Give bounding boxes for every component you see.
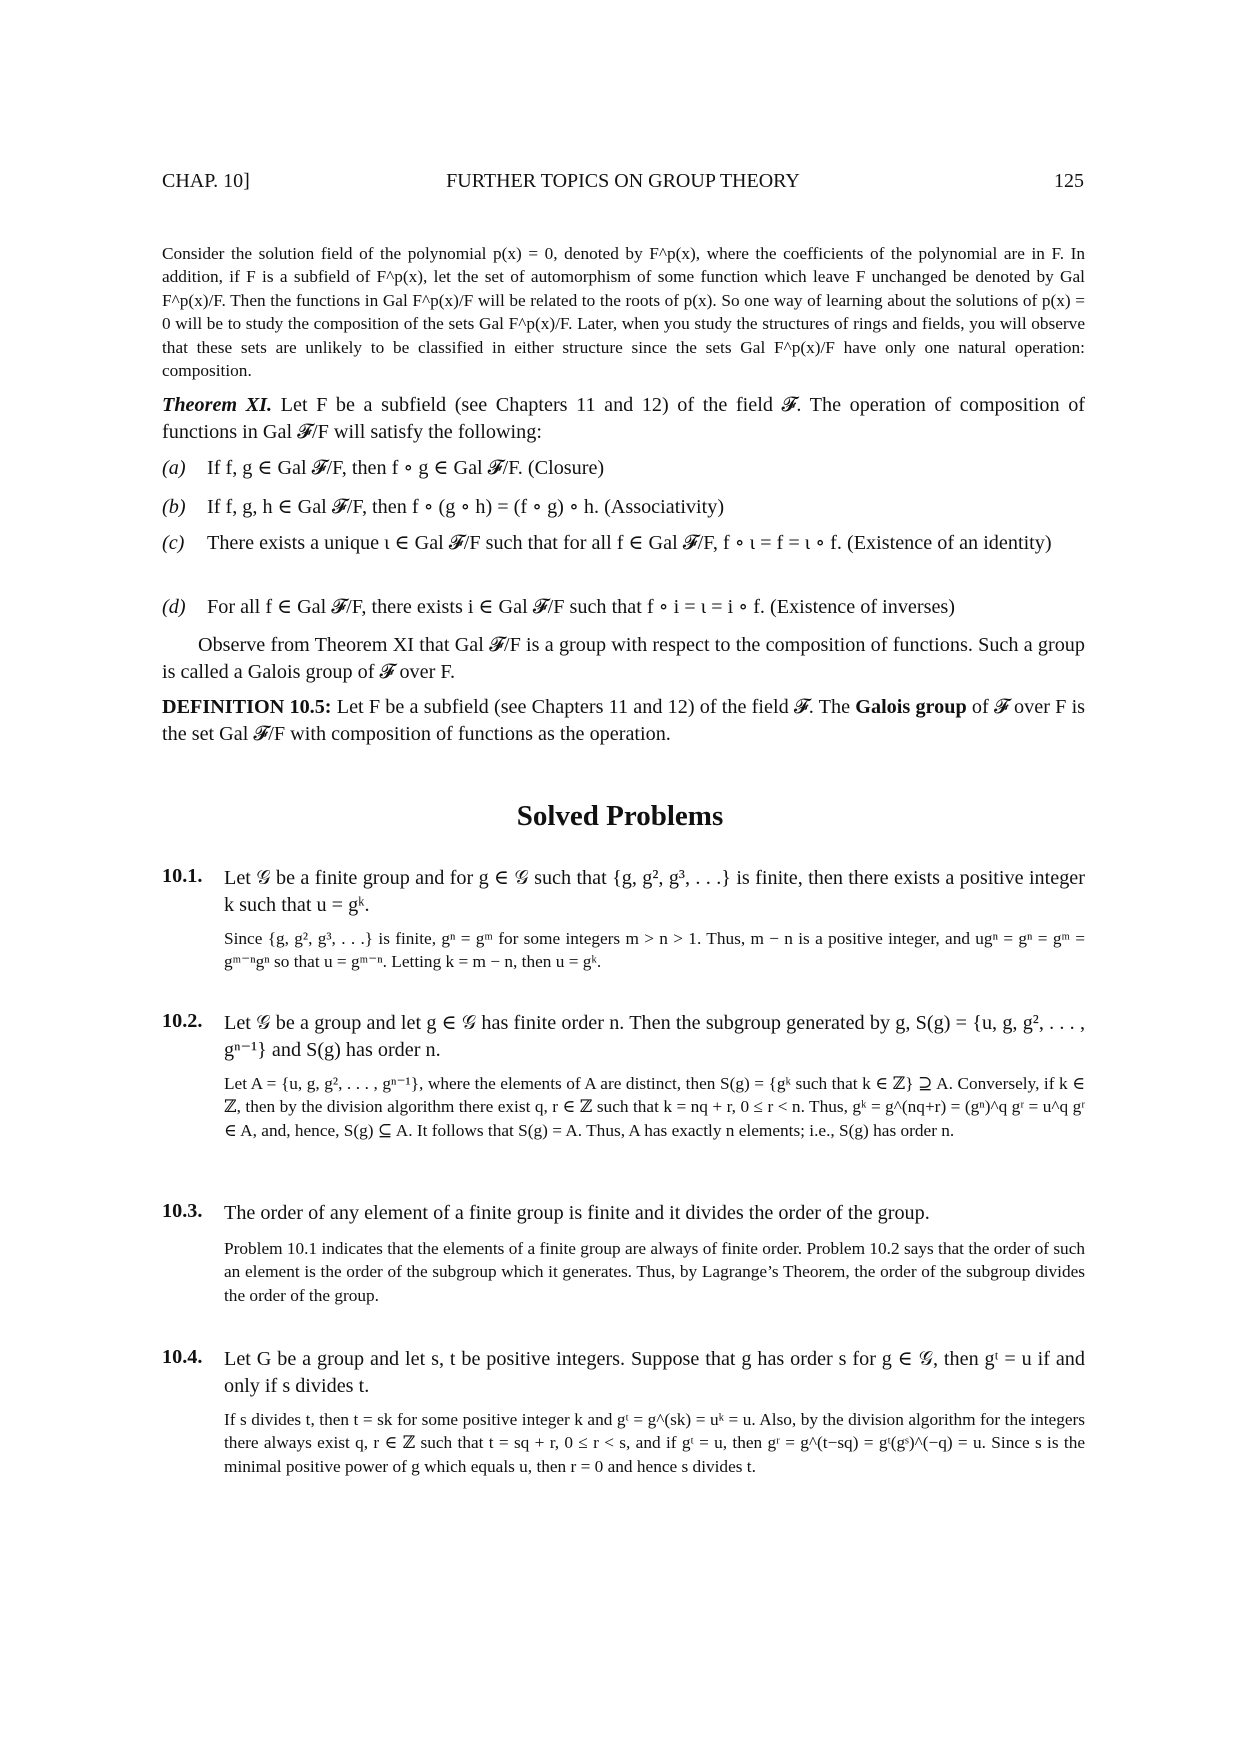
chapter-label: CHAP. 10]	[162, 170, 250, 192]
running-title: FURTHER TOPICS ON GROUP THEORY	[446, 170, 800, 192]
problem-statement: Let 𝒢 be a finite group and for g ∈ 𝒢 such that {g, g², g³, . . .} is finite, then there exists a positive integer k such that u = gᵏ.	[224, 867, 1085, 916]
theorem-label: Theorem XI.	[162, 394, 273, 416]
problem-number: 10.2.	[162, 1010, 203, 1032]
theorem-observation: Observe from Theorem XI that Gal 𝓕/F is a group with respect to the composition of functions. Such a group is called a Galois group of 𝓕 over F.	[162, 634, 1085, 683]
page-number: 125	[1054, 170, 1084, 192]
running-header	[162, 170, 1084, 200]
theorem-text: Let F be a subfield (see Chapters 11 and 12) of the field 𝓕. The operation of composition of functions in Gal 𝓕/F will satisfy the following:	[162, 394, 1086, 443]
problem-solution: If s divides t, then t = sk for some positive integer k and gᵗ = g^(sk) = uᵏ = u. Also, by the division algorithm for the integers there always exist q, r ∈ ℤ such that t = sq + r, 0 ≤ r < s, and if gᵗ = u, then gʳ = g^(t−sq) = gᵗ(gˢ)^(−q) = u. Since s is the minimal positive power of g which equals u, then r = 0 and hence s divides t.	[224, 1410, 1085, 1476]
problem-solution: Problem 10.1 indicates that the elements of a finite group are always of finite order. Problem 10.2 says that the order of such an element is the order of the subgroup which it generates. Thus, by Lagrange’s Theorem, the order of the subgroup divides the order of the group.	[224, 1239, 1085, 1305]
problem-solution: Let A = {u, g, g², . . . , gⁿ⁻¹}, where the elements of A are distinct, then S(g) = {gᵏ such that k ∈ ℤ} ⊇ A. Conversely, if k ∈ ℤ, then by the division algorithm there exist q, r ∈ ℤ such that k = nq + r, 0 ≤ r < n. Thus, gᵏ = g^(nq+r) = (gⁿ)^q gʳ = u^q gʳ ∈ A, and, hence, S(g) ⊆ A. It follows that S(g) = A. Thus, A has exactly n elements; i.e., S(g) has order n.	[224, 1074, 1085, 1140]
problem-number: 10.4.	[162, 1346, 203, 1368]
problem-statement: The order of any element of a finite group is finite and it divides the order of the group.	[224, 1202, 930, 1224]
theorem-block	[162, 392, 1085, 446]
problem-number: 10.3.	[162, 1200, 203, 1222]
problem-solution: Since {g, g², g³, . . .} is finite, gⁿ = gᵐ for some integers m > n > 1. Thus, m − n is a positive integer, and ugⁿ = gⁿ = gᵐ = gᵐ⁻ⁿgⁿ so that u = gᵐ⁻ⁿ. Letting k = m − n, then u = gᵏ.	[224, 929, 1085, 972]
definition-block: DEFINITION 10.5: Let F be a subfield (see Chapters 11 and 12) of the field 𝓕. The Galois group of 𝓕 over F is the set Gal 𝓕/F with composition of functions as the operation.	[162, 696, 1086, 745]
problem-statement: Let G be a group and let s, t be positive integers. Suppose that g has order s for g ∈ 𝒢, then gᵗ = u if and only if s divides t.	[224, 1348, 1085, 1397]
problem-number: 10.1.	[162, 865, 203, 887]
definition-term: Galois group	[855, 696, 967, 718]
intro-paragraph: Consider the solution field of the polynomial p(x) = 0, denoted by F^p(x), where the coefficients of the polynomial are in F. In addition, if F is a subfield of F^p(x), let the set of automorphism of some function which leave F unchanged be denoted by Gal F^p(x)/F. Then the functions in Gal F^p(x)/F will be related to the roots of p(x). So one way of learning about the solutions of p(x) = 0 will be to study the composition of the sets Gal F^p(x)/F. Later, when you study the structures of rings and fields, you will observe that these sets are unlikely to be classified in either structure since the sets Gal F^p(x)/F have only one natural operation: composition.	[162, 244, 1085, 381]
definition-label: DEFINITION 10.5:	[162, 696, 332, 718]
problem-statement: Let 𝒢 be a group and let g ∈ 𝒢 has finite order n. Then the subgroup generated by g, S(g) = {u, g, g², . . . , gⁿ⁻¹} and S(g) has order n.	[224, 1012, 1085, 1061]
section-heading: Solved Problems	[516, 800, 724, 832]
